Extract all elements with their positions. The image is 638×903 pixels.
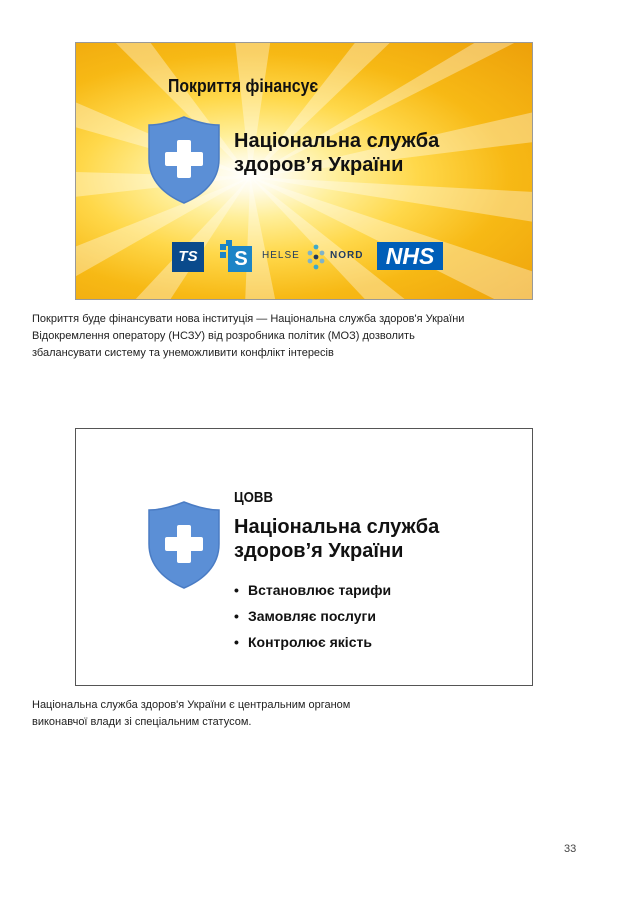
- shield-cross-icon: [147, 500, 221, 590]
- caption-status: [32, 697, 592, 731]
- helse-nord-logo: [262, 248, 372, 268]
- function-list: [234, 577, 391, 655]
- caption-line: виконавчої влади зі спеціальним статусом.: [32, 716, 252, 728]
- s-logo: [218, 240, 252, 272]
- caption-line: Національна служба здоров'я України є центральним органом: [32, 699, 351, 711]
- ts-logo-text: TS: [178, 248, 198, 265]
- nhs-logo: [377, 242, 443, 270]
- org-name-line2: здоров’я України: [234, 154, 404, 176]
- page-number: 33: [564, 843, 577, 855]
- slide-label: ЦОВВ: [234, 489, 273, 506]
- partner-logos: [172, 240, 452, 272]
- caption-line: Відокремлення оператору (НСЗУ) від розробника політик (МОЗ) дозволить: [32, 330, 415, 342]
- list-item: • Замовляє послуги: [234, 608, 376, 624]
- helse-dots-icon: [306, 244, 326, 270]
- bullet-text: Контролює якість: [248, 634, 372, 650]
- slide-title: Покриття фінансує: [168, 76, 319, 96]
- ts-logo: [172, 242, 204, 272]
- caption-line: Покриття буде фінансувати нова інституція — Національна служба здоров'я України: [32, 313, 465, 325]
- list-item: • Контролює якість: [234, 634, 372, 650]
- org-name-line2: здоров’я України: [234, 540, 404, 562]
- helse-text: HELSE: [262, 250, 300, 261]
- s-logo-text: S: [234, 248, 248, 270]
- list-item: • Встановлює тарифи: [234, 582, 392, 598]
- org-name: [234, 515, 439, 563]
- bullet-text: Встановлює тарифи: [248, 582, 392, 598]
- bullet-text: Замовляє послуги: [248, 608, 376, 624]
- shield-cross-icon: [147, 115, 221, 205]
- org-name: [234, 129, 439, 177]
- nord-text: NORD: [330, 250, 364, 261]
- nhs-logo-text: NHS: [385, 243, 435, 269]
- caption-financing: [32, 311, 592, 362]
- org-name-line1: Національна служба: [234, 516, 440, 538]
- slide-financing: [75, 42, 533, 300]
- caption-line: збалансувати систему та унеможливити конфлікт інтересів: [32, 347, 334, 359]
- slide-nszu-role: [75, 428, 533, 686]
- org-name-line1: Національна служба: [234, 130, 440, 152]
